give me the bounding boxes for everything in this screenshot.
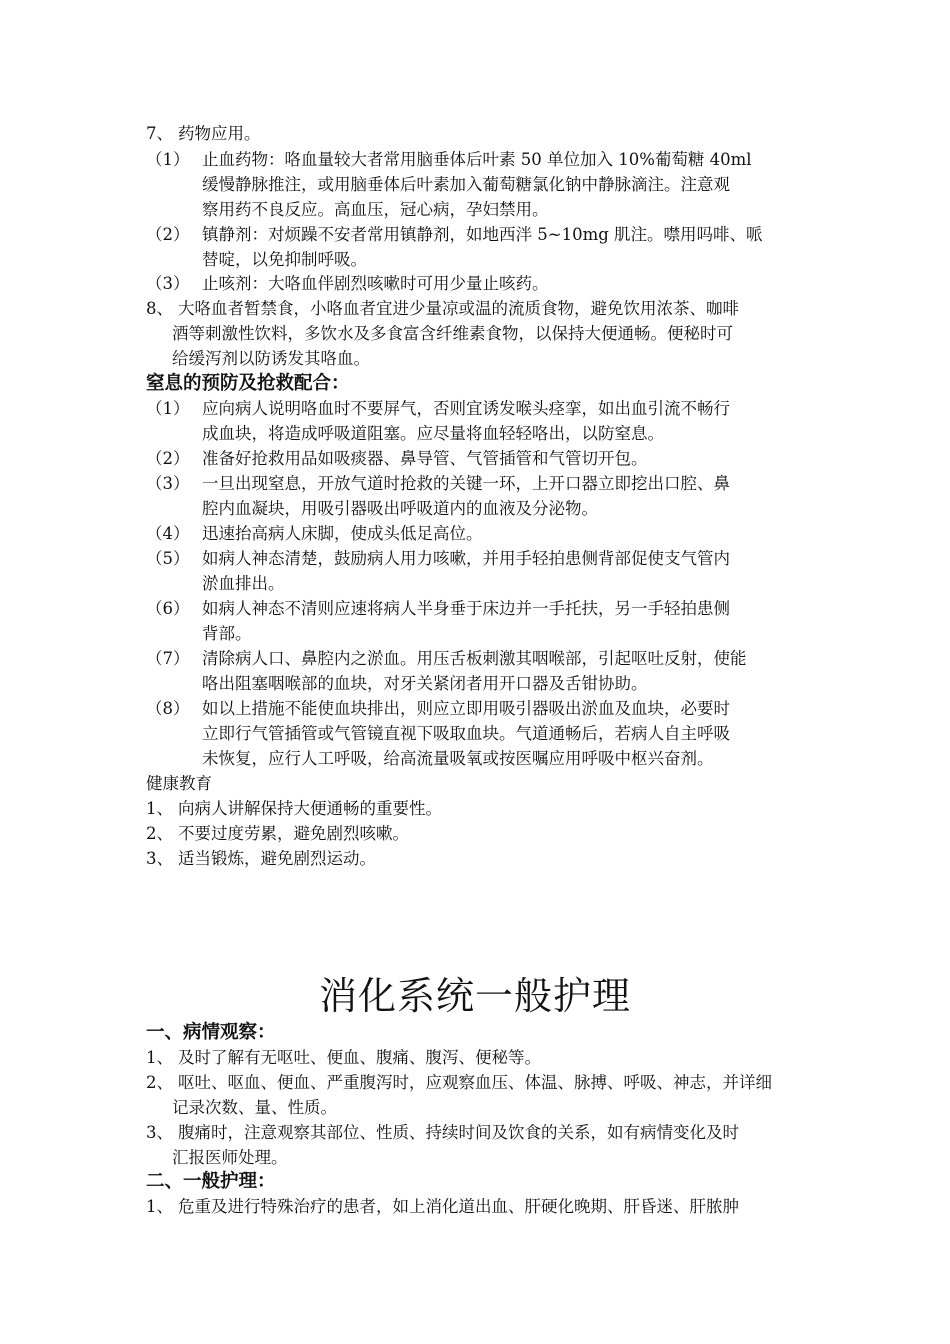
sub-item-text: 迅速抬高病人床脚，使成头低足高位。 (202, 524, 483, 543)
sub-item-number: （4） (146, 524, 190, 543)
sub-item-text: 如病人神态不清则应速将病人半身垂于床边并一手托扶，另一手轻拍患侧 (202, 599, 730, 618)
sub-item-text: 如病人神态清楚，鼓励病人用力咳嗽，并用手轻拍患侧背部促使支气管内 (202, 549, 730, 568)
list-number: 2、 (146, 824, 173, 843)
sub-item-number: （5） (146, 549, 190, 568)
list-number: 3、 (146, 1123, 173, 1142)
sub-item-number: （1） (146, 399, 190, 418)
sub-item-number: （2） (146, 449, 190, 468)
sub-item-text: 止咳剂：大咯血伴剧烈咳嗽时可用少量止咳药。 (202, 274, 549, 293)
list-number: 2、 (146, 1073, 173, 1092)
sub-item-text: 成血块，将造成呼吸道阻塞。应尽量将血轻轻咯出，以防窒息。 (202, 424, 664, 443)
sub-item-number: （6） (146, 599, 190, 618)
sub-item-text: 止血药物：咯血量较大者常用脑垂体后叶素 50 单位加入 10%葡萄糖 40ml (202, 150, 752, 169)
sub-item-number: （2） (146, 225, 190, 244)
list-item-7 (146, 123, 261, 145)
list-text: 大咯血者暂禁食，小咯血者宜进少量凉或温的流质食物，避免饮用浓茶、咖啡 (178, 299, 739, 318)
list-number: 1、 (146, 799, 173, 818)
list-item (146, 798, 442, 820)
page-title: 消化系统一般护理 (318, 974, 631, 1018)
section-heading: 二、一般护理： (146, 1171, 276, 1192)
sub-item-text: 缓慢静脉推注，或用脑垂体后叶素加入葡萄糖氯化钠中静脉滴注。注意观 (202, 175, 730, 194)
list-text: 不要过度劳累，避免剧烈咳嗽。 (178, 824, 409, 843)
list-text: 危重及进行特殊治疗的患者，如上消化道出血、肝硬化晚期、肝昏迷、肝脓肿 (178, 1197, 739, 1216)
sub-item-text: 咯出阻塞咽喉部的血块，对牙关紧闭者用开口器及舌钳协助。 (202, 674, 648, 693)
list-text: 适当锻炼，避免剧烈运动。 (178, 849, 376, 868)
list-number: 7、 (146, 124, 173, 143)
section-heading: 一、病情观察： (146, 1022, 276, 1043)
list-item (146, 823, 409, 845)
sub-item-text: 背部。 (202, 624, 252, 643)
sub-item-number: （8） (146, 699, 190, 718)
sub-item-number: （1） (146, 150, 190, 169)
list-text: 及时了解有无呕吐、便血、腹痛、腹泻、便秘等。 (178, 1048, 541, 1067)
list-text: 向病人讲解保持大便通畅的重要性。 (178, 799, 442, 818)
list-number: 3、 (146, 849, 173, 868)
sub-item-text: 如以上措施不能使血块排出，则应立即用吸引器吸出淤血及血块，必要时 (202, 699, 730, 718)
sub-item-number: （3） (146, 474, 190, 493)
sub-item-text: 清除病人口、鼻腔内之淤血。用压舌板刺激其咽喉部，引起呕吐反射，使能 (202, 649, 747, 668)
list-text: 药物应用。 (178, 124, 261, 143)
section-label: 健康教育 (146, 774, 212, 793)
list-text: 记录次数、量、性质。 (172, 1098, 337, 1117)
sub-item-text: 腔内血凝块，用吸引器吸出呼吸道内的血液及分泌物。 (202, 499, 598, 518)
sub-item-text: 替啶，以免抑制呼吸。 (202, 250, 367, 269)
sub-item-number: （7） (146, 649, 190, 668)
list-number: 1、 (146, 1197, 173, 1216)
list-number: 8、 (146, 299, 173, 318)
sub-item-text: 淤血排出。 (202, 574, 285, 593)
list-number: 1、 (146, 1048, 173, 1067)
list-text: 腹痛时，注意观察其部位、性质、持续时间及饮食的关系，如有病情变化及时 (178, 1123, 739, 1142)
list-item (146, 848, 376, 870)
sub-item-text: 镇静剂：对烦躁不安者常用镇静剂，如地西泮 5~10mg 肌注。噤用吗啡、哌 (202, 225, 763, 244)
sub-item-text: 未恢复，应行人工呼吸，给高流量吸氧或按医嘱应用呼吸中枢兴奋剂。 (202, 749, 714, 768)
sub-item-number: （3） (146, 274, 190, 293)
sub-item-text: 应向病人说明咯血时不要屏气，否则宜诱发喉头痉挛，如出血引流不畅行 (202, 399, 730, 418)
list-text: 呕吐、呕血、便血、严重腹泻时，应观察血压、体温、脉搏、呼吸、神志，并详细 (178, 1073, 772, 1092)
sub-item-text: 一旦出现窒息，开放气道时抢救的关键一环，上开口器立即挖出口腔、鼻 (202, 474, 730, 493)
list-text: 给缓泻剂以防诱发其咯血。 (172, 349, 370, 368)
sub-item-text: 立即行气管插管或气管镜直视下吸取血块。气道通畅后，若病人自主呼吸 (202, 724, 730, 743)
list-text: 酒等刺激性饮料，多饮水及多食富含纤维素食物，以保持大便通畅。便秘时可 (172, 324, 733, 343)
section-heading: 窒息的预防及抢救配合： (146, 373, 350, 394)
sub-item-text: 准备好抢救用品如吸痰器、鼻导管、气管插管和气管切开包。 (202, 449, 648, 468)
list-text: 汇报医师处理。 (172, 1148, 288, 1167)
sub-item-text: 察用药不良反应。高血压，冠心病，孕妇禁用。 (202, 200, 549, 219)
